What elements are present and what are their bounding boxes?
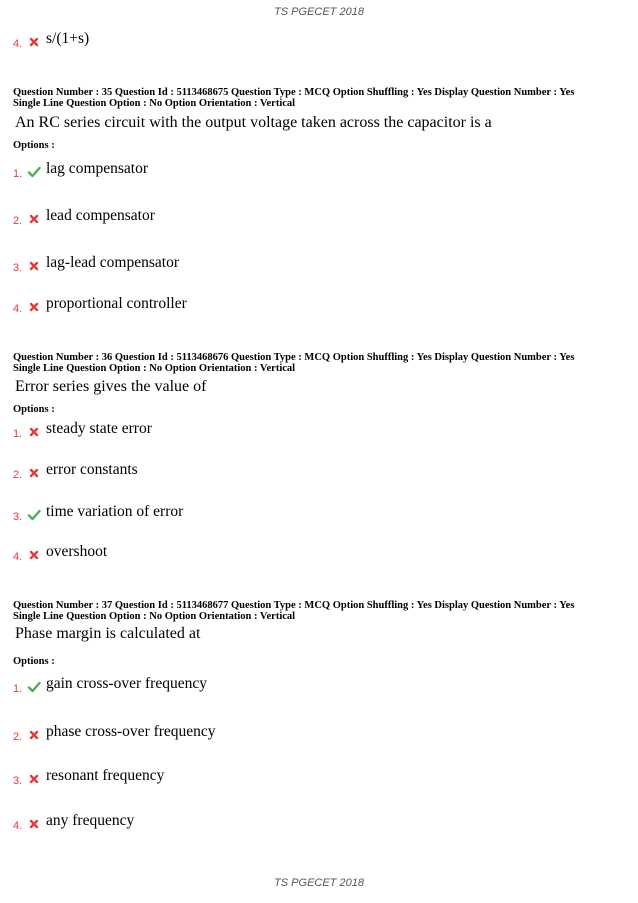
option-number: 4. bbox=[13, 38, 23, 50]
wrong-icon bbox=[27, 817, 41, 831]
option-number: 4. bbox=[13, 303, 23, 315]
wrong-icon bbox=[27, 772, 41, 786]
option-number: 3. bbox=[13, 262, 23, 274]
option-text: any frequency bbox=[46, 812, 135, 829]
option-number: 2. bbox=[13, 469, 23, 481]
question-meta-line: Question Number : 35 Question Id : 5113468675 Question Type : MCQ Option Shuffling : Yes Display Question Number : Yes bbox=[13, 87, 575, 98]
question-meta-line: Question Number : 36 Question Id : 5113468676 Question Type : MCQ Option Shuffling : Yes Display Question Number : Yes bbox=[13, 352, 575, 363]
wrong-icon bbox=[27, 425, 41, 439]
option-text: proportional controller bbox=[46, 295, 187, 312]
option-number: 3. bbox=[13, 511, 23, 523]
question-meta-line: Single Line Question Option : No Option Orientation : Vertical bbox=[13, 363, 296, 374]
option-number: 1. bbox=[13, 168, 23, 180]
question-meta-line: Single Line Question Option : No Option Orientation : Vertical bbox=[13, 611, 296, 622]
wrong-icon bbox=[27, 35, 41, 49]
question-text: Error series gives the value of bbox=[15, 378, 207, 395]
option-text: steady state error bbox=[46, 420, 152, 437]
options-label: Options : bbox=[13, 656, 55, 667]
option-text: s/(1+s) bbox=[46, 30, 90, 47]
wrong-icon bbox=[27, 728, 41, 742]
option-text: overshoot bbox=[46, 543, 108, 560]
page-footer: TS PGECET 2018 bbox=[274, 877, 364, 889]
page-header: TS PGECET 2018 bbox=[274, 6, 364, 18]
wrong-icon bbox=[27, 259, 41, 273]
option-number: 3. bbox=[13, 775, 23, 787]
wrong-icon bbox=[27, 548, 41, 562]
option-number: 2. bbox=[13, 215, 23, 227]
wrong-icon bbox=[27, 300, 41, 314]
check-icon bbox=[27, 165, 41, 179]
question-meta bbox=[13, 600, 628, 622]
check-icon bbox=[27, 508, 41, 522]
wrong-icon bbox=[27, 212, 41, 226]
option-text: resonant frequency bbox=[46, 767, 165, 784]
question-meta bbox=[13, 352, 628, 374]
option-text: lag compensator bbox=[46, 160, 149, 177]
option-number: 4. bbox=[13, 551, 23, 563]
options-label: Options : bbox=[13, 140, 55, 151]
wrong-icon bbox=[27, 466, 41, 480]
option-text: lead compensator bbox=[46, 207, 155, 224]
question-meta-line: Single Line Question Option : No Option Orientation : Vertical bbox=[13, 98, 296, 109]
option-text: time variation of error bbox=[46, 503, 184, 520]
option-text: error constants bbox=[46, 461, 138, 478]
option-text: gain cross-over frequency bbox=[46, 675, 207, 692]
option-number: 2. bbox=[13, 731, 23, 743]
option-number: 4. bbox=[13, 820, 23, 832]
options-label: Options : bbox=[13, 404, 55, 415]
check-icon bbox=[27, 680, 41, 694]
option-number: 1. bbox=[13, 683, 23, 695]
option-number: 1. bbox=[13, 428, 23, 440]
option-text: phase cross-over frequency bbox=[46, 723, 216, 740]
question-meta bbox=[13, 87, 628, 109]
question-meta-line: Question Number : 37 Question Id : 5113468677 Question Type : MCQ Option Shuffling : Yes Display Question Number : Yes bbox=[13, 600, 575, 611]
question-text: Phase margin is calculated at bbox=[15, 625, 201, 642]
option-text: lag-lead compensator bbox=[46, 254, 179, 271]
question-text: An RC series circuit with the output voltage taken across the capacitor is a bbox=[15, 114, 492, 131]
